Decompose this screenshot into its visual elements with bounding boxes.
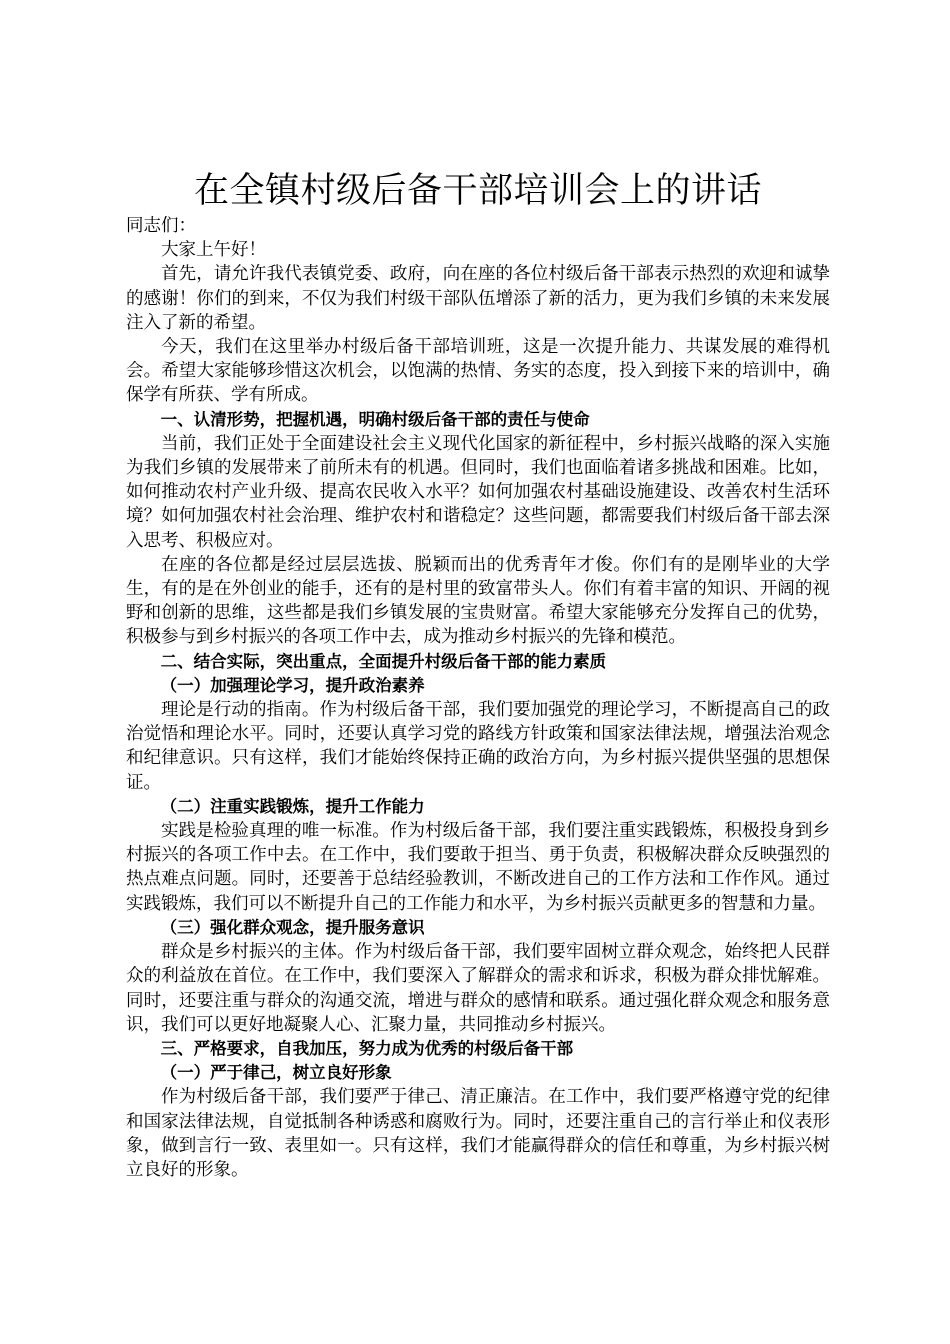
section-2-sub-2-paragraph: 实践是检验真理的唯一标准。作为村级后备干部，我们要注重实践锻炼，积极投身到乡村振兴的各项工作中去。在工作中，我们要敢于担当、勇于负责，积极解决群众反映强烈的热点难点问题。同时，还要善于总结经验教训，不断改进自己的工作方法和工作作风。通过实践锻炼，我们可以不断提升自己的工作能力和水平，为乡村振兴贡献更多的智慧和力量。: [126, 821, 830, 914]
section-3-heading: 三、严格要求，自我加压，努力成为优秀的村级后备干部: [160, 1038, 574, 1058]
intro-paragraph-1: 首先，请允许我代表镇党委、政府，向在座的各位村级后备干部表示热烈的欢迎和诚挚的感谢！你们的到来，不仅为我们村级干部队伍增添了新的活力，更为我们乡镇的未来发展注入了新的希望。: [126, 264, 830, 333]
section-2-sub-1-paragraph: 理论是行动的指南。作为村级后备干部，我们要加强党的理论学习，不断提高自己的政治觉悟和理论水平。同时，还要认真学习党的路线方针政策和国家法律法规，增强法治观念和纪律意识。只有这样，我们才能始终保持正确的政治方向，为乡村振兴提供坚强的思想保证。: [126, 700, 830, 793]
section-3-sub-1-heading: （一）严于律己，树立良好形象: [160, 1063, 392, 1083]
intro-paragraph-2: 今天，我们在这里举办村级后备干部培训班，这是一次提升能力、共谋发展的难得机会。希望大家能够珍惜这次机会，以饱满的热情、务实的态度，投入到接下来的培训中，确保学有所获、学有所成。: [126, 337, 830, 406]
section-1-heading: 一、认清形势，把握机遇，明确村级后备干部的责任与使命: [160, 409, 590, 429]
section-2-sub-3-paragraph: 群众是乡村振兴的主体。作为村级后备干部，我们要牢固树立群众观念，始终把人民群众的利益放在首位。在工作中，我们要深入了解群众的需求和诉求，积极为群众排忧解难。同时，还要注重与群众的沟通交流，增进与群众的感情和联系。通过强化群众观念和服务意识，我们可以更好地凝聚人心、汇聚力量，共同推动乡村振兴。: [126, 942, 830, 1035]
section-3-sub-1-paragraph: 作为村级后备干部，我们要严于律己、清正廉洁。在工作中，我们要严格遵守党的纪律和国家法律法规，自觉抵制各种诱惑和腐败行为。同时，还要注重自己的言行举止和仪表形象，做到言行一致、表里如一。只有这样，我们才能赢得群众的信任和尊重，为乡村振兴树立良好的形象。: [126, 1087, 830, 1180]
section-2-heading: 二、结合实际，突出重点，全面提升村级后备干部的能力素质: [160, 651, 607, 671]
section-1-paragraph-2: 在座的各位都是经过层层选拔、脱颖而出的优秀青年才俊。你们有的是刚毕业的大学生，有的是在外创业的能手，还有的是村里的致富带头人。你们有着丰富的知识、开阔的视野和创新的思维，这些都是我们乡镇发展的宝贵财富。希望大家能够充分发挥自己的优势，积极参与到乡村振兴的各项工作中去，成为推动乡村振兴的先锋和模范。: [126, 554, 830, 648]
greeting: 大家上午好！: [161, 240, 266, 261]
document-title: 在全镇村级后备干部培训会上的讲话: [193, 171, 762, 211]
section-2-sub-1-heading: （一）加强理论学习，提升政治素养: [160, 675, 425, 695]
section-2-sub-2-heading: （二）注重实践锻炼，提升工作能力: [160, 796, 425, 816]
document-page: [126, 168, 830, 1182]
salutation: 同志们：: [126, 216, 196, 236]
section-2-sub-3-heading: （三）强化群众观念，提升服务意识: [160, 917, 425, 937]
section-1-paragraph-1: 当前，我们正处于全面建设社会主义现代化国家的新征程中，乡村振兴战略的深入实施为我们乡镇的发展带来了前所未有的机遇。但同时，我们也面临着诸多挑战和困难。比如，如何推动农村产业升级、提高农民收入水平？如何加强农村基础设施建设、改善农村生活环境？如何加强农村社会治理、维护农村和谐稳定？这些问题，都需要我们村级后备干部去深入思考、积极应对。: [126, 433, 830, 551]
